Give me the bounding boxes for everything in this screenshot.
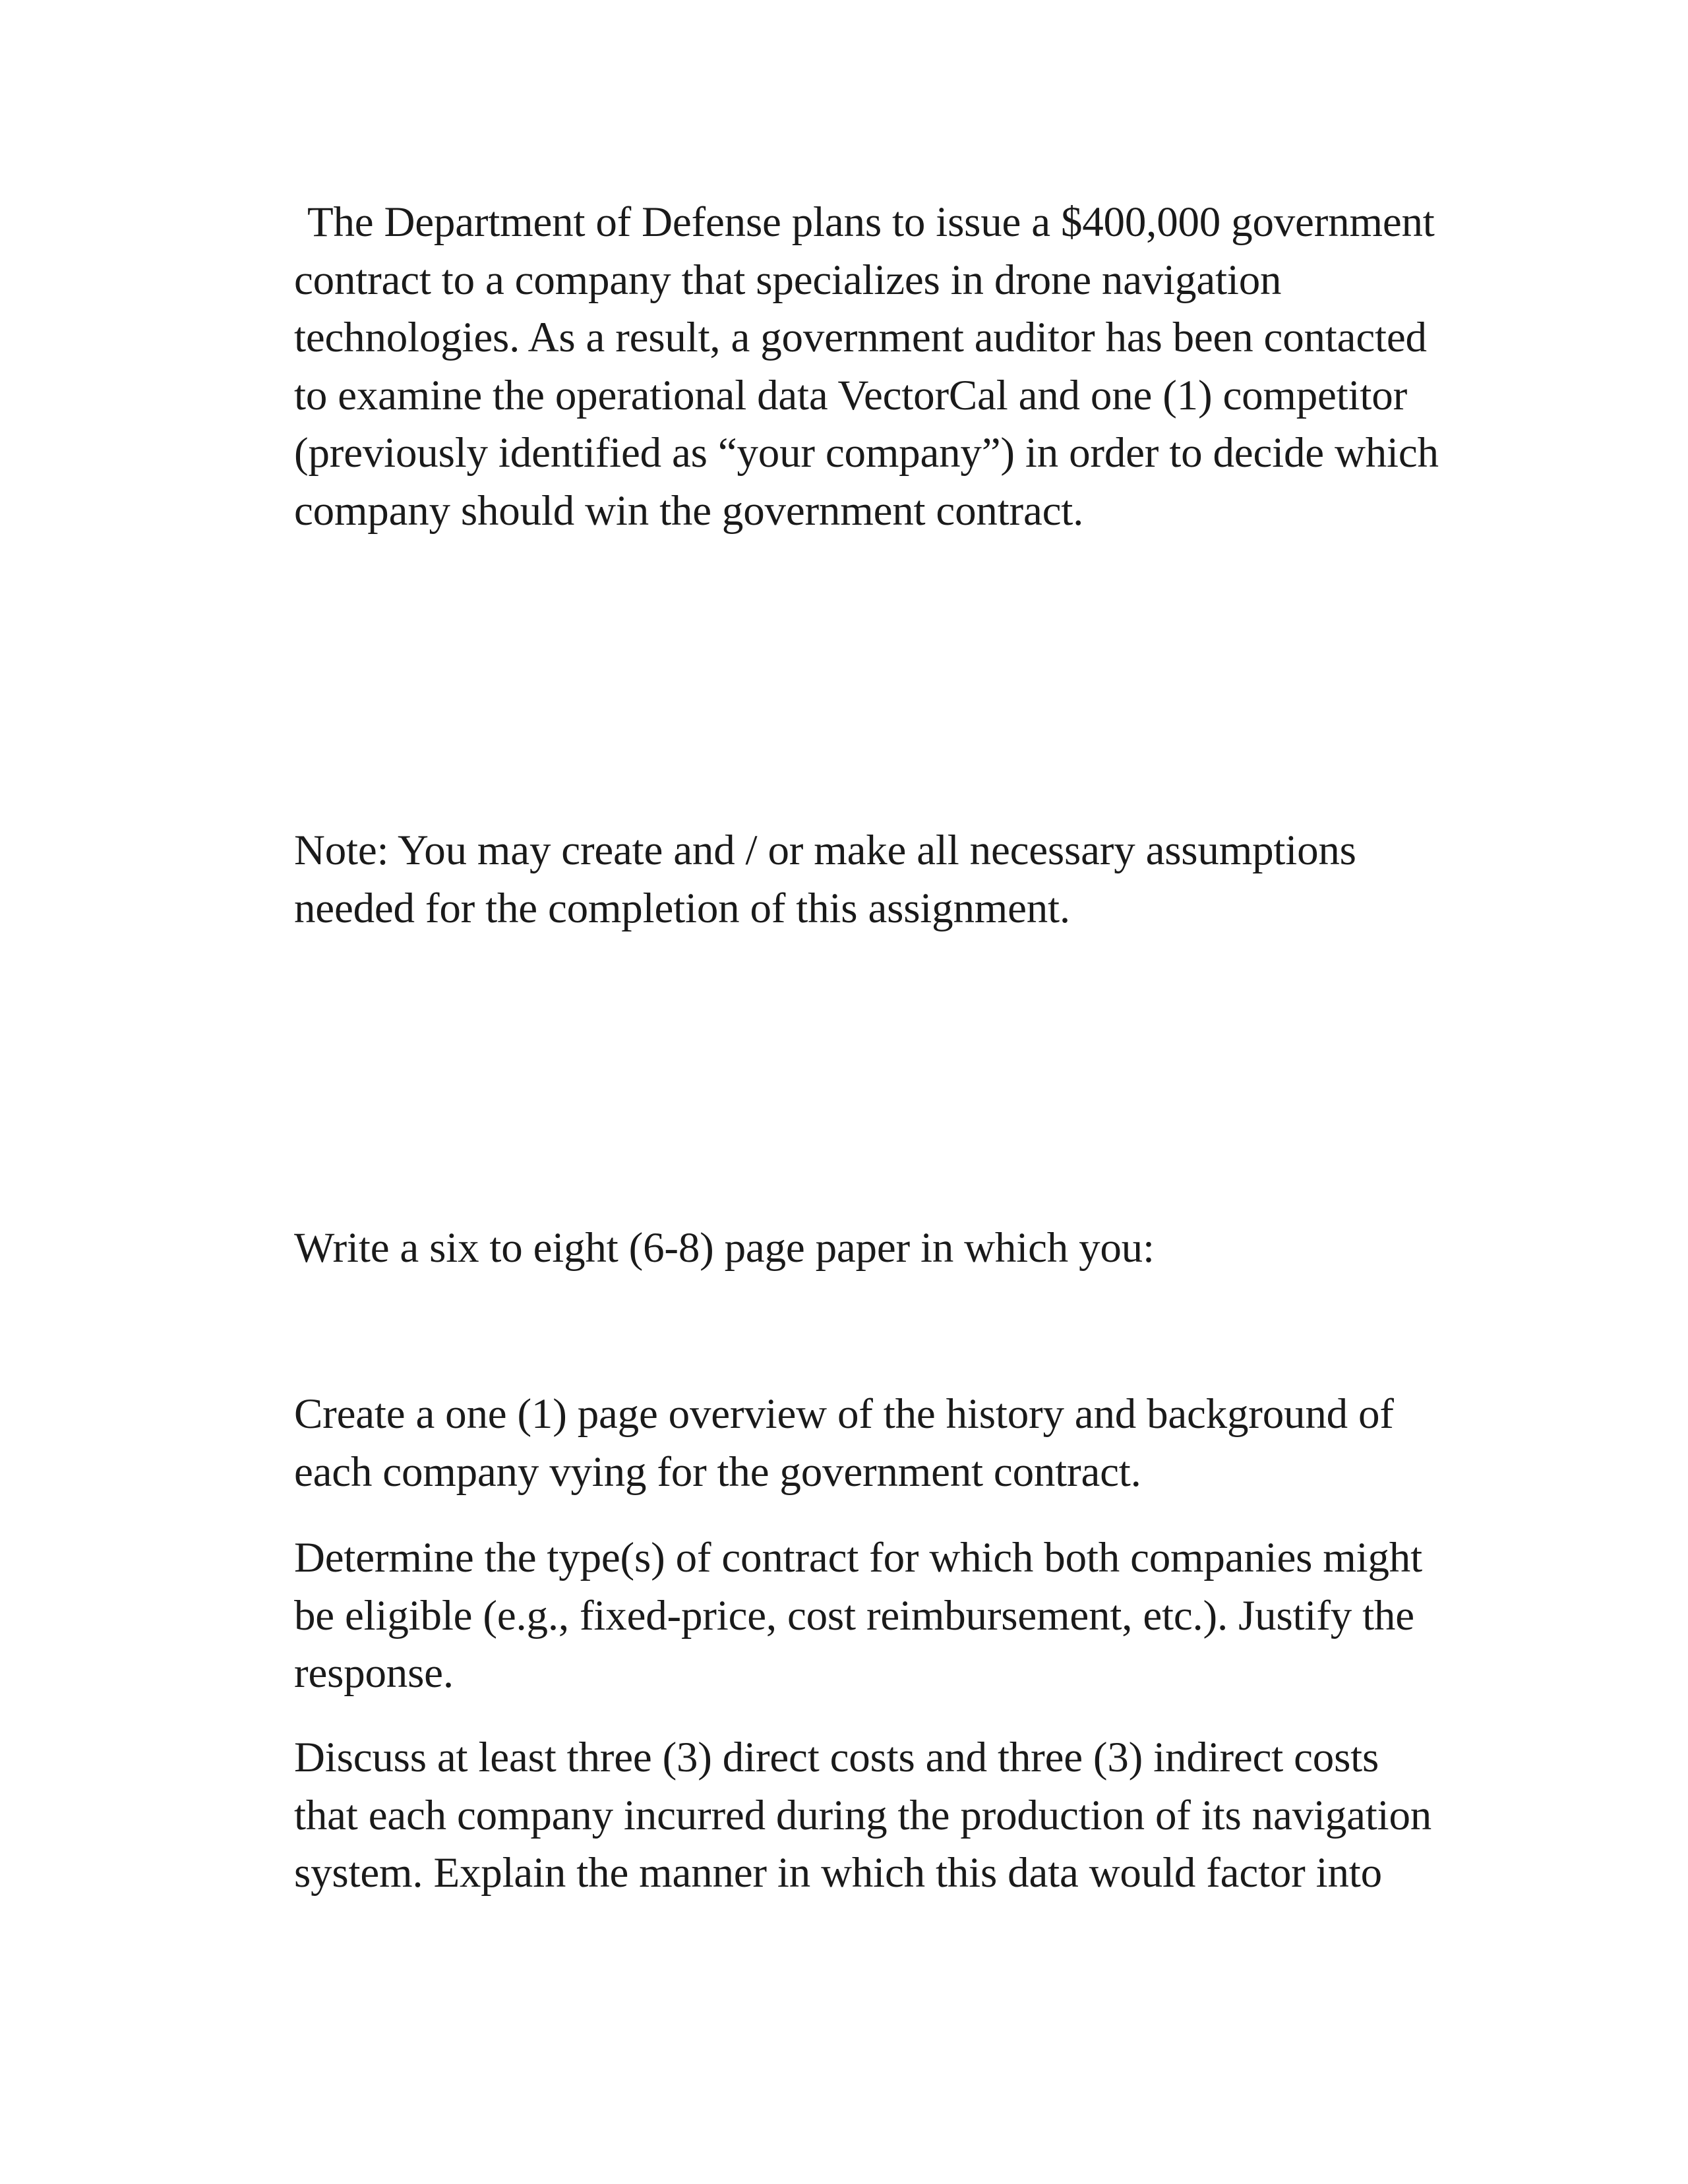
intro-line: company should win the government contract. — [294, 487, 1084, 535]
requirement-line: system. Explain the manner in which this data would factor into — [294, 1849, 1382, 1897]
note-paragraph — [294, 822, 1481, 937]
intro-line: contract to a company that specializes in drone navigation — [294, 256, 1282, 304]
requirement-contract-types — [294, 1529, 1481, 1703]
note-line: needed for the completion of this assignment. — [294, 884, 1070, 932]
requirement-line: Discuss at least three (3) direct costs and three (3) indirect costs — [294, 1734, 1379, 1781]
requirement-line: response. — [294, 1649, 454, 1697]
requirement-overview — [294, 1386, 1481, 1501]
note-line: Note: You may create and / or make all necessary assumptions — [294, 827, 1356, 874]
requirement-line: Create a one (1) page overview of the history and background of — [294, 1390, 1394, 1438]
intro-line: (previously identified as “your company”) in order to decide which — [294, 429, 1439, 477]
requirement-line: each company vying for the government contract. — [294, 1448, 1141, 1496]
intro-line: to examine the operational data VectorCal and one (1) competitor — [294, 371, 1408, 419]
instructions-heading — [294, 1220, 1481, 1278]
instructions-line: Write a six to eight (6-8) page paper in which you: — [294, 1224, 1155, 1272]
requirement-costs — [294, 1729, 1481, 1903]
intro-paragraph — [294, 194, 1481, 540]
intro-line: technologies. As a result, a government auditor has been contacted — [294, 314, 1427, 361]
requirement-line: Determine the type(s) of contract for which both companies might — [294, 1534, 1422, 1581]
requirement-line: be eligible (e.g., fixed-price, cost reimbursement, etc.). Justify the — [294, 1591, 1414, 1639]
requirement-line: that each company incurred during the production of its navigation — [294, 1791, 1432, 1839]
intro-line: The Department of Defense plans to issue a $400,000 government — [307, 198, 1435, 246]
